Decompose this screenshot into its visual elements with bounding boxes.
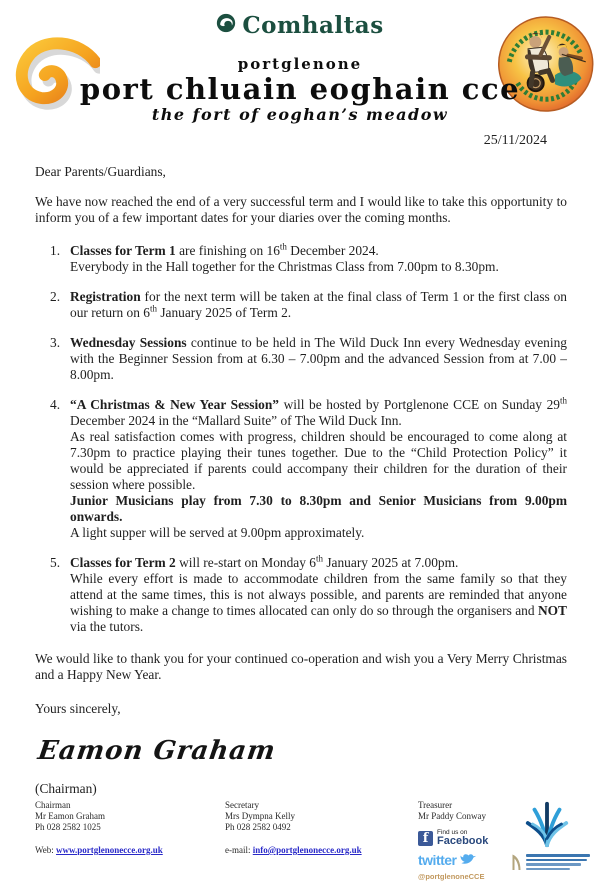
item5-text: will re-start on Monday 6 [175,555,316,570]
website-link[interactable]: www.portglenonecce.org.uk [56,845,163,855]
item2-text2: January 2025 of Term 2. [156,305,292,320]
branch-title-irish: port chluain eoghain cce [79,72,521,106]
web-label: Web: [35,845,54,855]
item5-lead-bold: Classes for Term 2 [70,555,176,570]
facebook-tagline: Find us on [437,829,468,836]
item2-lead-bold: Registration [70,289,141,304]
signature-eamon-graham: Eamon Graham [36,736,278,766]
salutation: Dear Parents/Guardians, [35,164,166,179]
government-dept-logo [511,854,590,874]
comhaltas-wordmark: Comhaltas [242,12,384,39]
email-label: e-mail: [225,845,251,855]
facebook-icon: f [418,831,433,846]
list-item-wednesday-sessions [70,335,567,383]
footer [0,800,600,888]
chairman-role: Chairman [35,800,71,810]
harp-icon [511,854,522,874]
item3-text: continue to be held in The Wild Duck Inn every Wednesday evening with the Beginner Session from at 6.30 – 7.00pm and the advanced Session from at 7.00 – 8.00pm. [70,335,567,382]
item2-text: for the next term will be taken at the final class of Term 1 or the first class on our return on 6 [70,289,567,320]
item1-text: are finishing on 16 [175,243,280,258]
item4-ordinal: th [559,395,567,406]
web-line [35,845,163,856]
item1-ordinal: th [279,241,287,252]
closing-paragraph: We would like to thank you for your continued co-operation and wish you a Very Merry Christmas and a Happy New Year. [35,651,567,682]
dept-text-lines [526,854,590,872]
treasurer-role: Treasurer [418,800,453,810]
item4-paragraph3: A light supper will be served at 9.00pm approximately. [70,525,365,540]
signoff: Yours sincerely, [35,701,121,716]
letter-date: 25/11/2024 [483,133,547,148]
signature-role: (Chairman) [35,781,97,796]
email-link[interactable]: info@portglenonecce.org.uk [252,845,362,855]
facebook-badge [418,829,488,847]
branch-title-translation: the fort of eoghan’s meadow [151,105,449,124]
twitter-bird-icon [460,852,477,869]
email-line [225,845,362,856]
important-dates-list [35,243,567,635]
footer-chairman-column [35,800,163,856]
list-item-term1-finish [70,243,567,275]
item4-bold-paragraph: Junior Musicians play from 7.30 to 8.30pm and Senior Musicians from 9.00pm onwards. [70,493,567,524]
item4-paragraph2: As real satisfaction comes with progress, children should be encouraged to come along at 7.30pm to practice playing their tunes together. Due to the “Child Protection Policy” it would be appreciated if parents could accompany their children for the duration of their session where possible. [70,429,567,492]
footer-secretary-column [225,800,362,856]
secretary-role: Secretary [225,800,259,810]
item4-text: will be hosted by Portglenone CCE on Sunday 29 [279,397,560,412]
twitter-badge [418,852,488,869]
chairman-name: Mr Eamon Graham [35,811,105,821]
footer-treasurer-column [418,800,488,882]
list-item-christmas-session [70,397,567,541]
chairman-phone: Ph 028 2582 1025 [35,822,101,832]
item3-lead-bold: Wednesday Sessions [70,335,187,350]
item5-paragraph2: While every effort is made to accommodate children from the same family so that they attend at the same times, this is not always possible, and parents are reminded that anyone wishing to make a change to times allocated can only do so through the organisers and NOT via the tutors. [70,571,567,634]
comhaltas-spiral-icon [216,13,236,38]
branch-title-town: portglenone [237,55,363,73]
branch-title [0,55,600,124]
item4-text2: December 2024 in the “Mallard Suite” of The Wild Duck Inn. [70,413,402,428]
item1-line2: Everybody in the Hall together for the Christmas Class from 7.00pm to 8.30pm. [70,259,499,274]
list-item-registration [70,289,567,321]
intro-paragraph: We have now reached the end of a very successful term and I would like to take this opportunity to inform you of a few important dates for your diaries over the coming months. [35,194,567,225]
item2-ordinal: th [149,303,157,314]
item5-text2: January 2025 at 7.00pm. [322,555,459,570]
facebook-wordmark: Facebook [437,835,489,847]
list-item-term2-restart [70,555,567,635]
treasurer-name: Mr Paddy Conway [418,811,486,821]
twitter-wordmark: twitter [418,852,457,868]
twitter-handle: @portglenoneCCE [418,872,485,881]
item1-lead-bold: Classes for Term 1 [70,243,176,258]
letter-body [35,164,567,797]
item5-ordinal: th [315,553,323,564]
secretary-phone: Ph 028 2582 0492 [225,822,291,832]
arts-council-waves-logo [522,800,572,851]
item1-text2: December 2024. [286,243,379,258]
item4-lead-bold: “A Christmas & New Year Session” [70,397,279,412]
item5-not-bold: NOT [537,603,567,618]
secretary-name: Mrs Dympna Kelly [225,811,295,821]
